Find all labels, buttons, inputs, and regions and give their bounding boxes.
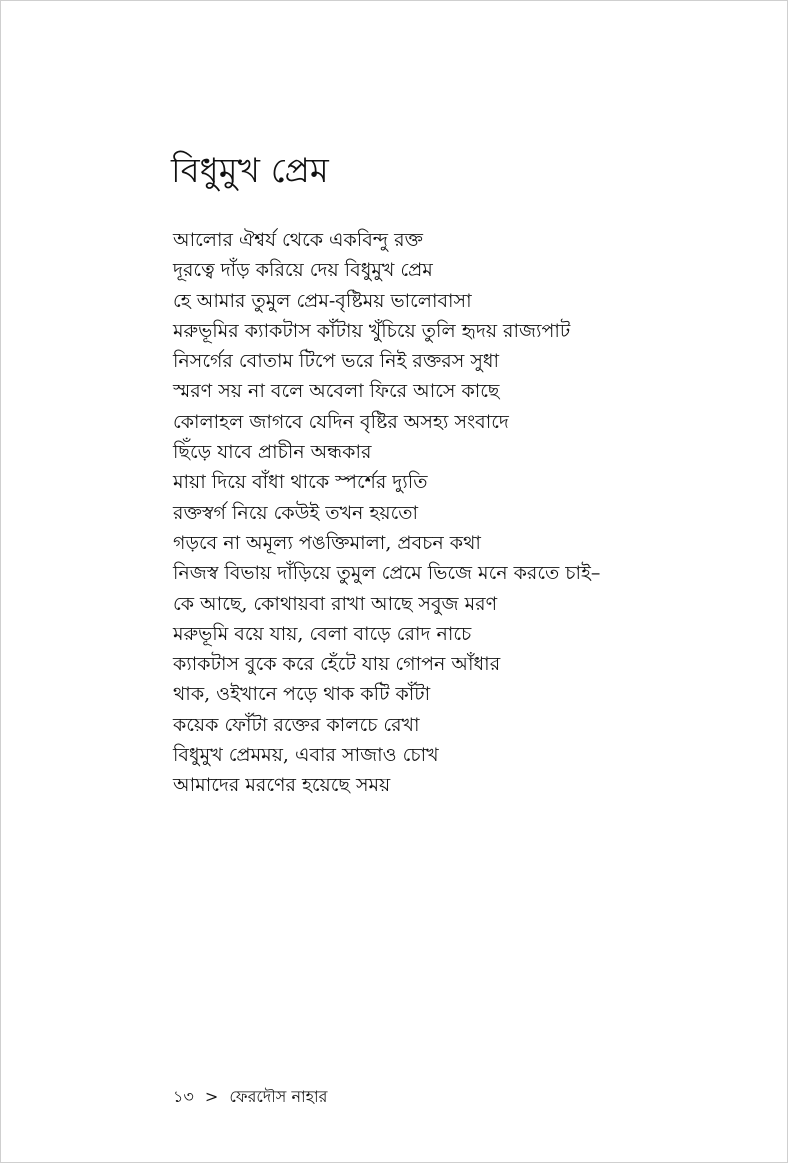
poem-line: আলোর ঐশ্বর্য থেকে একবিন্দু রক্ত (173, 229, 423, 251)
poem-line: রক্তস্বর্গ নিয়ে কেউই তখন হয়তো (173, 501, 419, 524)
poem-line: মরুভূমির ক্যাকটাস কাঁটায় খুঁচিয়ে তুলি হৃদয় রাজ্যপাট (173, 319, 571, 342)
poem-line: হে আমার তুমুল প্রেম-বৃষ্টিময় ভালোবাসা (173, 289, 472, 312)
footer-separator: > (204, 1087, 219, 1106)
page-number: ১৩ (173, 1087, 194, 1106)
poem-line: কে আছে, কোথায়বা রাখা আছে সবুজ মরণ (173, 592, 498, 615)
poem-line: ছিঁড়ে যাবে প্রাচীন অন্ধকার (173, 441, 372, 464)
poem-line: নিজস্ব বিভায় দাঁড়িয়ে তুমুল প্রেমে ভিজে মনে করতে চাই– (173, 562, 601, 585)
poem-line: ক্যাকটাস বুকে করে হেঁটে যায় গোপন আঁধার (173, 653, 501, 676)
poem-line: থাক, ওইখানে পড়ে থাক কটি কাঁটা (173, 683, 431, 706)
poem-body (173, 225, 733, 801)
page-footer (173, 1085, 327, 1109)
poem-line: স্মরণ সয় না বলে অবেলা ফিরে আসে কাছে (173, 380, 500, 403)
poem-line: মরুভূমি বয়ে যায়, বেলা বাড়ে রোদ নাচে (173, 622, 472, 645)
author-name: ফেরদৌস নাহার (229, 1087, 328, 1106)
poem-line: নিসর্গের বোতাম টিপে ভরে নিই রক্তরস সুধা (173, 350, 500, 373)
poem-line: কয়েক ফোঁটা রক্তের কালচে রেখা (173, 713, 420, 736)
poem-line: দূরত্বে দাঁড় করিয়ে দেয় বিধুমুখ প্রেম (173, 259, 433, 282)
poem-line: মায়া দিয়ে বাঁধা থাকে স্পর্শের দ্যুতি (173, 471, 428, 494)
poem-title: বিধুমুখ প্রেম (171, 151, 329, 191)
poem-line: আমাদের মরণের হয়েছে সময় (173, 774, 391, 797)
poem-line: বিধুমুখ প্রেমময়, এবার সাজাও চোখ (173, 744, 439, 767)
poem-line: কোলাহল জাগবে যেদিন বৃষ্টির অসহ্য সংবাদে (173, 410, 509, 433)
poem-line: গড়বে না অমূল্য পঙক্তিমালা, প্রবচন কথা (173, 531, 481, 554)
